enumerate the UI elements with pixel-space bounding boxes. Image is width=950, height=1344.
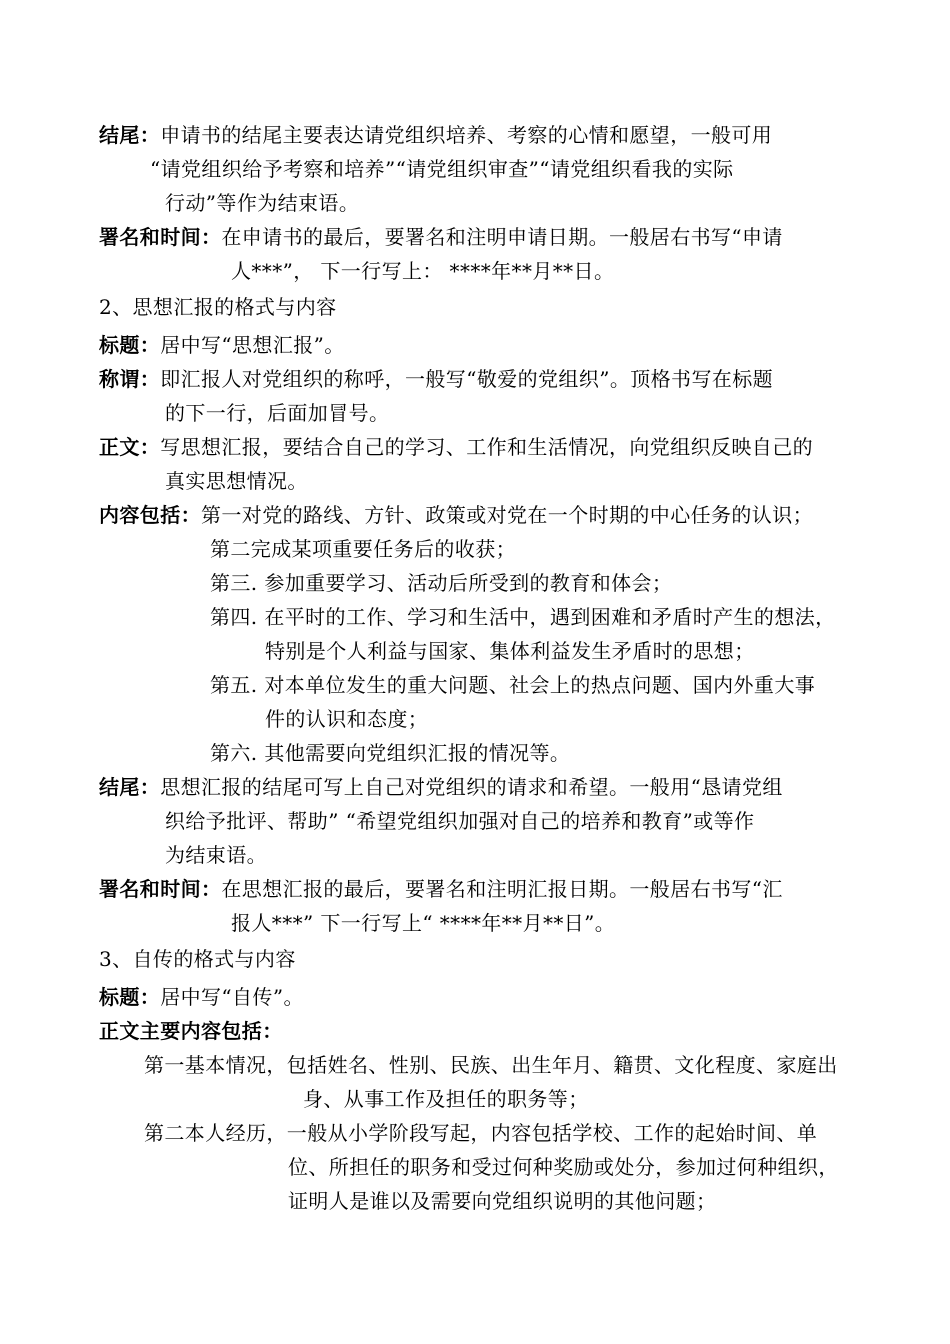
section-label: 内容包括： <box>99 503 201 527</box>
line-text: 思想汇报的结尾可写上自己对党组织的请求和希望。一般用“恳请党组 <box>160 775 783 799</box>
text-line <box>231 256 614 286</box>
text-line <box>99 874 783 904</box>
text-line <box>265 636 755 666</box>
text-line <box>99 120 772 150</box>
text-line <box>99 1016 283 1046</box>
text-line <box>165 466 308 496</box>
text-line <box>150 154 734 184</box>
text-line <box>210 568 672 598</box>
line-text: 织给予批评、帮助” “希望党组织加强对自己的培养和教育”或等作 <box>165 809 755 833</box>
text-line <box>165 188 359 218</box>
text-line <box>99 772 783 802</box>
list-item: 第三. 参加重要学习、活动后所受到的教育和体会； <box>210 571 673 595</box>
text-line <box>288 1186 716 1216</box>
line-text: 申请书的结尾主要表达请党组织培养、考察的心情和愿望，一般可用 <box>160 123 773 147</box>
section-heading: 3、自传的格式与内容 <box>99 947 296 971</box>
line-text: 人***”， 下一行写上： ****年**月**日。 <box>231 259 615 283</box>
list-item: 第六. 其他需要向党组织汇报的情况等。 <box>210 741 571 765</box>
section-label: 正文主要内容包括： <box>99 1019 283 1043</box>
list-item: 第一基本情况，包括姓名、性别、民族、出生年月、籍贯、文化程度、家庭出 <box>144 1053 838 1077</box>
section-label: 署名和时间： <box>99 225 222 249</box>
text-line <box>99 982 304 1012</box>
section-label: 正文： <box>99 435 161 459</box>
section-heading: 2、思想汇报的格式与内容 <box>99 295 337 319</box>
list-item: 第四. 在平时的工作、学习和生活中，遇到困难和矛盾时产生的想法， <box>210 605 836 629</box>
text-line <box>99 432 813 462</box>
section-label: 标题： <box>99 985 161 1009</box>
list-item: 第五. 对本单位发生的重大问题、社会上的热点问题、国内外重大事 <box>210 673 816 697</box>
line-text: 居中写“思想汇报”。 <box>160 333 345 357</box>
text-line <box>99 500 813 530</box>
text-line <box>303 1084 589 1114</box>
text-line <box>165 840 267 870</box>
text-line <box>210 534 516 564</box>
text-line <box>99 292 337 322</box>
text-line <box>165 806 754 836</box>
line-text: 件的认识和态度； <box>265 707 429 731</box>
line-text: 居中写“自传”。 <box>160 985 304 1009</box>
text-line <box>210 670 815 700</box>
line-text: 行动”等作为结束语。 <box>165 191 360 215</box>
line-text: 的下一行，后面加冒号。 <box>165 401 390 425</box>
line-text: 即汇报人对党组织的称呼，一般写“敬爱的党组织”。顶格书写在标题 <box>160 367 774 391</box>
line-text: 特别是个人利益与国家、集体利益发生矛盾时的思想； <box>265 639 755 663</box>
text-line <box>265 704 428 734</box>
section-label: 结尾： <box>99 123 161 147</box>
line-text: 证明人是谁以及需要向党组织说明的其他问题； <box>288 1189 717 1213</box>
line-text: 身、从事工作及担任的职务等； <box>303 1087 589 1111</box>
line-text: 真实思想情况。 <box>165 469 308 493</box>
line-text: 第一对党的路线、方针、政策或对党在一个时期的中心任务的认识； <box>201 503 813 527</box>
line-text: 写思想汇报，要结合自己的学习、工作和生活情况，向党组织反映自己的 <box>160 435 814 459</box>
text-line <box>231 908 615 938</box>
section-label: 结尾： <box>99 775 161 799</box>
line-text: 为结束语。 <box>165 843 267 867</box>
text-line <box>288 1152 839 1182</box>
list-item: 第二本人经历，一般从小学阶段写起，内容包括学校、工作的起始时间、单 <box>144 1121 818 1145</box>
section-label: 署名和时间： <box>99 877 222 901</box>
line-text: 位、所担任的职务和受过何种奖励或处分，参加过何种组织， <box>288 1155 839 1179</box>
text-line <box>99 364 773 394</box>
line-text: 报人***” 下一行写上“ ****年**月**日”。 <box>231 911 616 935</box>
text-line <box>99 330 345 360</box>
text-line <box>99 944 296 974</box>
section-label: 标题： <box>99 333 161 357</box>
text-line <box>144 1050 838 1080</box>
section-label: 称谓： <box>99 367 161 391</box>
line-text: 在申请书的最后，要署名和注明申请日期。一般居右书写“申请 <box>221 225 783 249</box>
list-item: 第二完成某项重要任务后的收获； <box>210 537 516 561</box>
text-line <box>165 398 389 428</box>
line-text: 在思想汇报的最后，要署名和注明汇报日期。一般居右书写“汇 <box>221 877 783 901</box>
text-line <box>210 602 836 632</box>
text-line <box>99 222 783 252</box>
text-line <box>210 738 570 768</box>
text-line <box>144 1118 817 1148</box>
line-text: “请党组织给予考察和培养”“请党组织审查”“请党组织看我的实际 <box>150 157 734 181</box>
